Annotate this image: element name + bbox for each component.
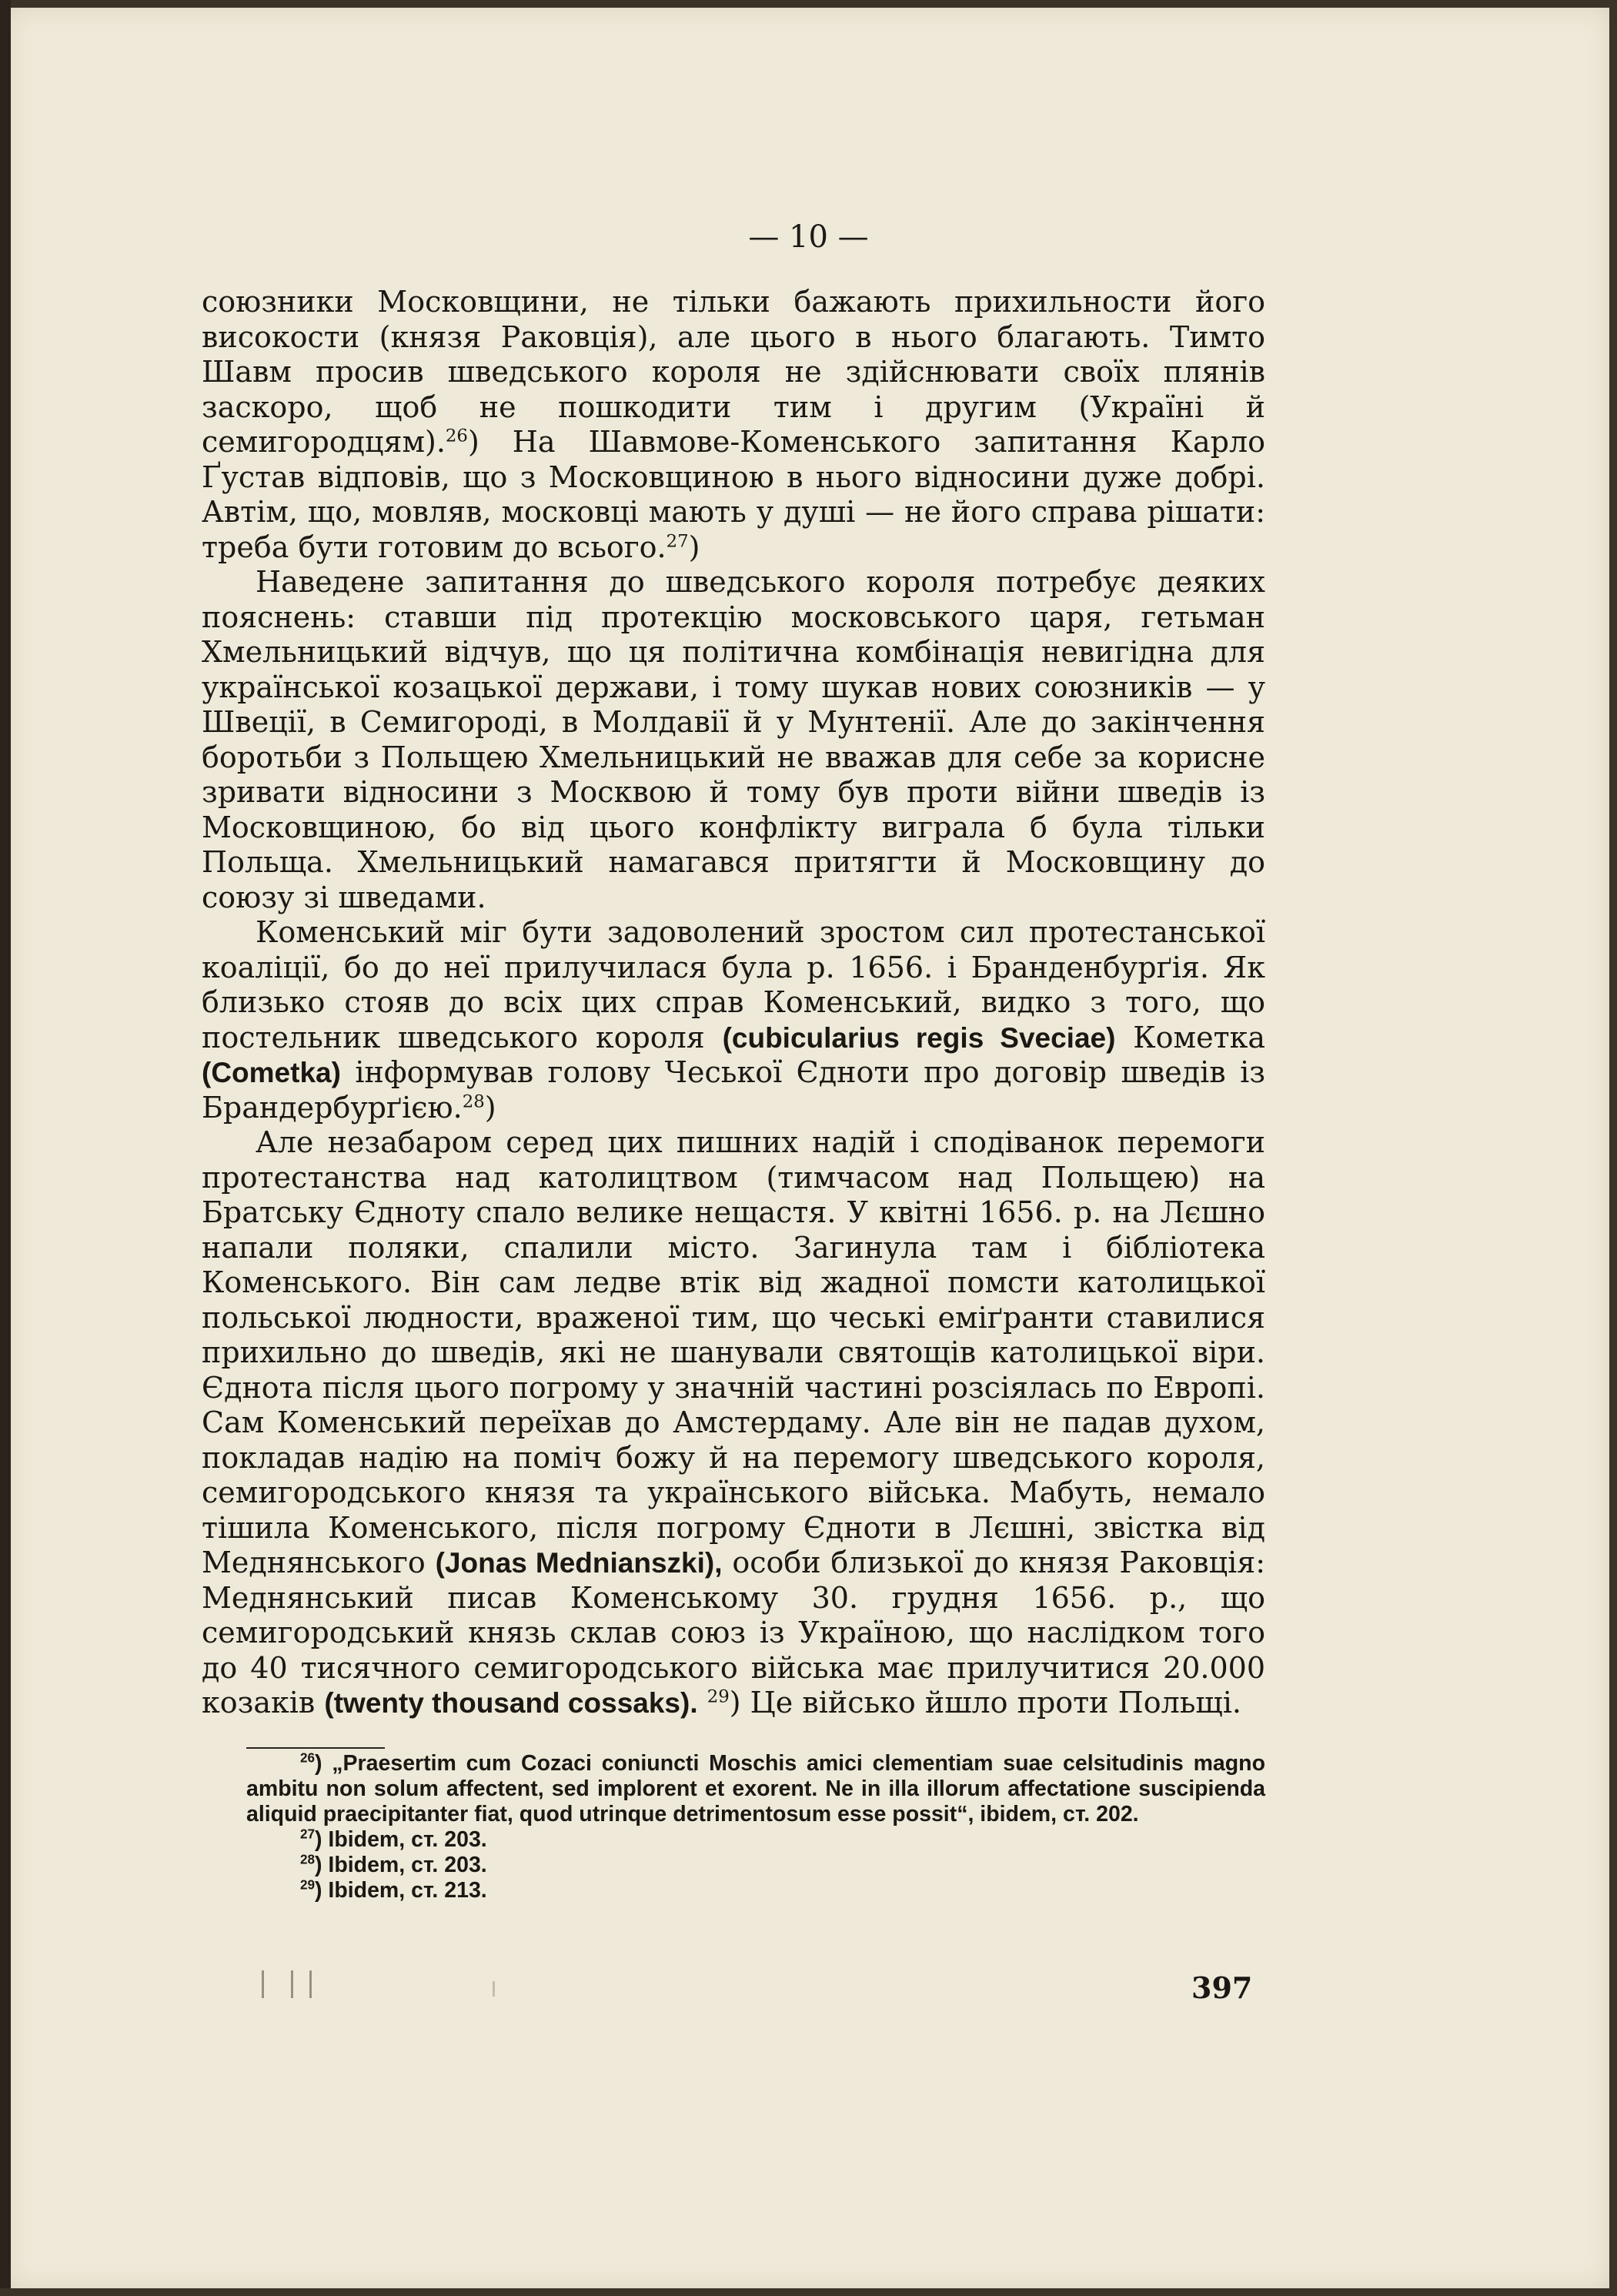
page-number-header: — 10 —	[748, 219, 869, 255]
latin-name-mednianszki: (Jonas Mednianszki),	[435, 1547, 723, 1579]
paragraph-3-text-b: Кометка	[1115, 1020, 1265, 1054]
paragraph-4-space	[698, 1686, 707, 1719]
scan-bottom-edge	[0, 2288, 1617, 2296]
paragraph-3-text-c: інформував голову Чеської Єдноти про договір шведів із Брандербурґією.	[202, 1055, 1265, 1125]
paragraph-4-text-c: ) Це військо йшло проти Польщі.	[729, 1686, 1241, 1719]
scan-left-edge	[0, 0, 11, 2296]
footnote-29	[246, 1878, 1265, 1903]
latin-name-cometka: (Cometka)	[202, 1057, 341, 1088]
smudge-mark	[291, 1970, 293, 1998]
print-smudge-marks	[262, 1970, 954, 2001]
footnote-text: ) „Praesertim cum Cozaci coniuncti Moschis amici clementiam suae celsitudinis magno ambitu non solum affectent, sed implorent et exorent. Ne in illa illorum affectatione suscipienda aliquid praecipitanter fiat, quod utrinque detrimentosum esse possit“, ibidem, ст. 202.	[246, 1751, 1265, 1826]
latin-quote-cubicularius: (cubicularius regis Sveciae)	[722, 1021, 1116, 1054]
scan-top-edge	[0, 0, 1617, 8]
page-number-footer: 397	[1191, 1970, 1253, 2005]
footnote-number: 29	[300, 1877, 316, 1893]
footnote-28	[246, 1853, 1265, 1878]
footnote-27	[246, 1827, 1265, 1853]
paragraph-1	[202, 285, 1265, 565]
paragraph-1-text-a: союзники Московщини, не тільки бажають прихильности його високости (князя Раковція), але цього в нього благають. Тимто Шавм просив шведського короля не здійснювати своїх плянів заскоро, щоб не пошкодити тим і другим (Україні й семигородцям).	[202, 285, 1265, 459]
paragraph-4-text-a: Але незабаром серед цих пишних надій і сподіванок перемоги протестанства над католицтвом (тимчасом над Польщею) на Братську Єдноту спало велике нещастя. У квітні 1656. р. на Лєшно напали поляки, спалили місто. Загинула там і бібліотека Коменського. Він сам ледве втік від жадної помсти католицької польської людности, враженої тим, що чеські еміґранти ставилися прихильно до шведів, які не шанували святощів католицької віри. Єднота після цього погрому у значній частині розсіялась по Европі. Сам Коменський переїхав до Амстердаму. Але він не падав духом, покладав надію на поміч божу й на перемогу шведського короля, семигородського князя та українського війська. Мабуть, немало тішила Коменського, після погрому Єдноти в Лєшні, звістка від Меднянського	[202, 1125, 1265, 1579]
footnote-ref-27: 27	[666, 530, 689, 551]
paragraph-4-text-b: особи близької до князя Раковція: Меднянський писав Коменському 30. грудня 1656. р., що семигородський князь склав союз із Україною, що наслідком того до 40 тисячного семигородського війська має прилучитися 20.000 козаків	[202, 1546, 1265, 1719]
scan-right-edge	[1609, 0, 1617, 2296]
latin-quote-cossaks: (twenty thousand cossaks).	[324, 1687, 698, 1719]
paragraph-1-text-c: )	[688, 530, 700, 564]
smudge-mark	[493, 1981, 495, 1997]
footnote-ref-28: 28	[462, 1091, 485, 1111]
main-text	[202, 285, 1265, 1721]
footnote-text: ) Ibidem, ст. 203.	[315, 1827, 487, 1852]
footnotes	[246, 1751, 1265, 1903]
footnote-number: 26	[300, 1750, 316, 1766]
footnote-ref-29: 29	[707, 1686, 730, 1707]
footnote-text: ) Ibidem, ст. 213.	[315, 1878, 487, 1903]
paragraph-3-text-a: Коменський міг бути задоволений зростом сил протестанської коаліції, бо до неї прилучилася була р. 1656. і Бранденбурґія. Як близько стояв до всіх цих справ Коменський, видко з того, що постельник шведського короля	[202, 915, 1265, 1054]
paragraph-2: Наведене запитання до шведського короля потребує деяких пояснень: ставши під протекцію московського царя, гетьман Хмельницький відчув, що ця політична комбінація невигідна для української козацької держави, і тому шукав нових союзників — у Швеції, в Семигороді, в Молдавії й у Мунтенії. Але до закінчення боротьби з Польщею Хмельницький не вважав для себе за корисне зривати відносини з Москвою й тому був проти війни шведів із Московщиною, бо від цього конфлікту виграла б була тільки Польща. Хмельницький намагався притягти й Московщину до союзу зі шведами.	[202, 565, 1265, 914]
paragraph-3	[202, 915, 1265, 1125]
footnote-text: ) Ibidem, ст. 203.	[315, 1853, 487, 1877]
paragraph-4	[202, 1125, 1265, 1721]
footnote-ref-26: 26	[445, 426, 468, 446]
footnote-divider	[246, 1747, 385, 1749]
smudge-mark	[262, 1970, 264, 1998]
paragraph-3-text-d: )	[484, 1090, 496, 1125]
footnote-number: 27	[300, 1826, 316, 1842]
paragraph-1-text-b: ) На Шавмове-Коменського запитання Карло Ґустав відповів, що з Московщиною в нього відносини дуже добрі. Автім, що, мовляв, московці мають у душі — не його справа рішати: треба бути готовим до всього.	[202, 425, 1265, 564]
footnote-26	[246, 1751, 1265, 1827]
footnote-number: 28	[300, 1852, 316, 1867]
smudge-mark	[309, 1970, 312, 1998]
